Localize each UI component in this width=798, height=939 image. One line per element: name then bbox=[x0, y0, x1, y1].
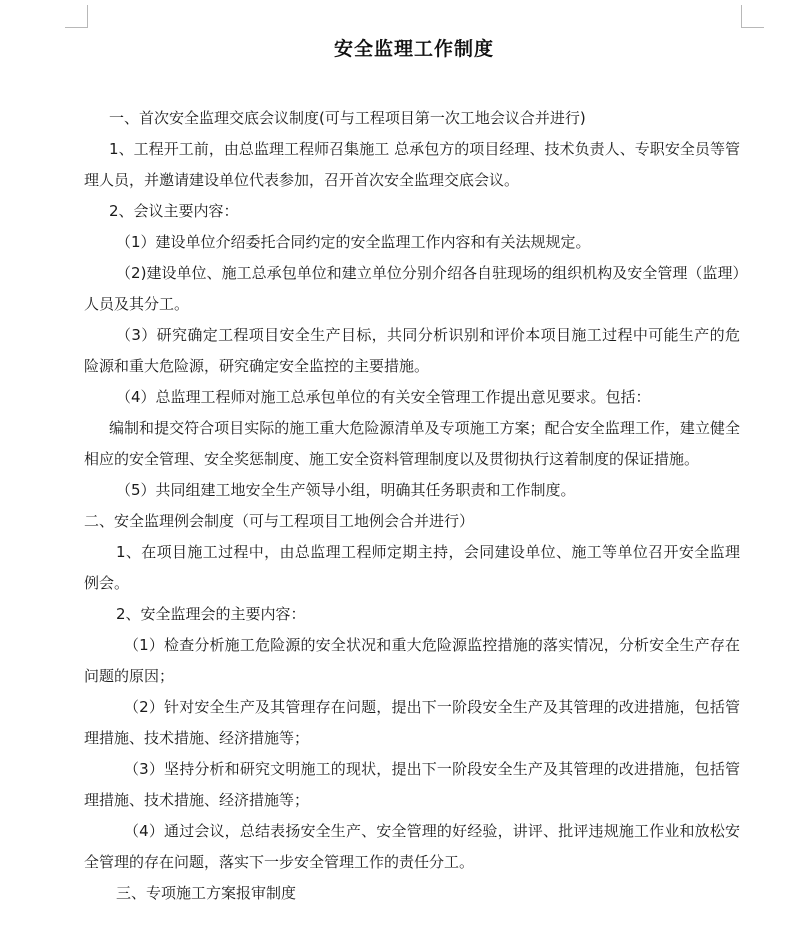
document-body bbox=[84, 103, 740, 909]
section-heading-1: 一、首次安全监理交底会议制度(可与工程项目第一次工地会议合并进行) bbox=[109, 109, 586, 127]
paragraph: 2、安全监理会的主要内容： bbox=[116, 605, 306, 623]
paragraph: 编制和提交符合项目实际的施工重大危险源清单及专项施工方案；配合安全监理工作，建立健全相应的安全管理、安全奖惩制度、施工安全资料管理制度以及贯彻执行这着制度的保证措施。 bbox=[84, 419, 740, 468]
list-item: （2)建设单位、施工总承包单位和建立单位分别介绍各自驻现场的组织机构及安全管理（监理）人员及其分工。 bbox=[84, 264, 740, 313]
section-heading-2: 二、安全监理例会制度（可与工程项目工地例会合并进行） bbox=[84, 512, 475, 530]
crop-mark-top-right bbox=[741, 5, 764, 28]
list-item: （4）通过会议，总结表扬安全生产、安全管理的好经验，讲评、批评违规施工作业和放松安全管理的存在问题，落实下一步安全管理工作的责任分工。 bbox=[84, 822, 740, 871]
crop-mark-top-left bbox=[65, 5, 88, 28]
paragraph: 1、在项目施工过程中，由总监理工程师定期主持，会同建设单位、施工等单位召开安全监理例会。 bbox=[84, 543, 740, 592]
list-item: （2）针对安全生产及其管理存在问题，提出下一阶段安全生产及其管理的改进措施，包括管理措施、技术措施、经济措施等； bbox=[84, 698, 740, 747]
paragraph: 2、会议主要内容： bbox=[109, 202, 239, 220]
list-item: （5）共同组建工地安全生产领导小组，明确其任务职责和工作制度。 bbox=[116, 481, 576, 499]
section-heading-3: 三、专项施工方案报审制度 bbox=[116, 884, 297, 902]
document-title: 安全监理工作制度 bbox=[333, 38, 494, 60]
list-item: （1）建设单位介绍委托合同约定的安全监理工作内容和有关法规规定。 bbox=[116, 233, 591, 251]
list-item: （1）检查分析施工危险源的安全状况和重大危险源监控措施的落实情况，分析安全生产存在问题的原因； bbox=[84, 636, 740, 685]
list-item: （4）总监理工程师对施工总承包单位的有关安全管理工作提出意见要求。包括： bbox=[116, 388, 651, 406]
paragraph: 1、工程开工前，由总监理工程师召集施工 总承包方的项目经理、技术负责人、专职安全员等管理人员，并邀请建设单位代表参加，召开首次安全监理交底会议。 bbox=[84, 140, 740, 189]
list-item: （3）坚持分析和研究文明施工的现状，提出下一阶段安全生产及其管理的改进措施，包括管理措施、技术措施、经济措施等； bbox=[84, 760, 740, 809]
list-item: （3）研究确定工程项目安全生产目标，共同分析识别和评价本项目施工过程中可能生产的危险源和重大危险源，研究确定安全监控的主要措施。 bbox=[84, 326, 740, 375]
